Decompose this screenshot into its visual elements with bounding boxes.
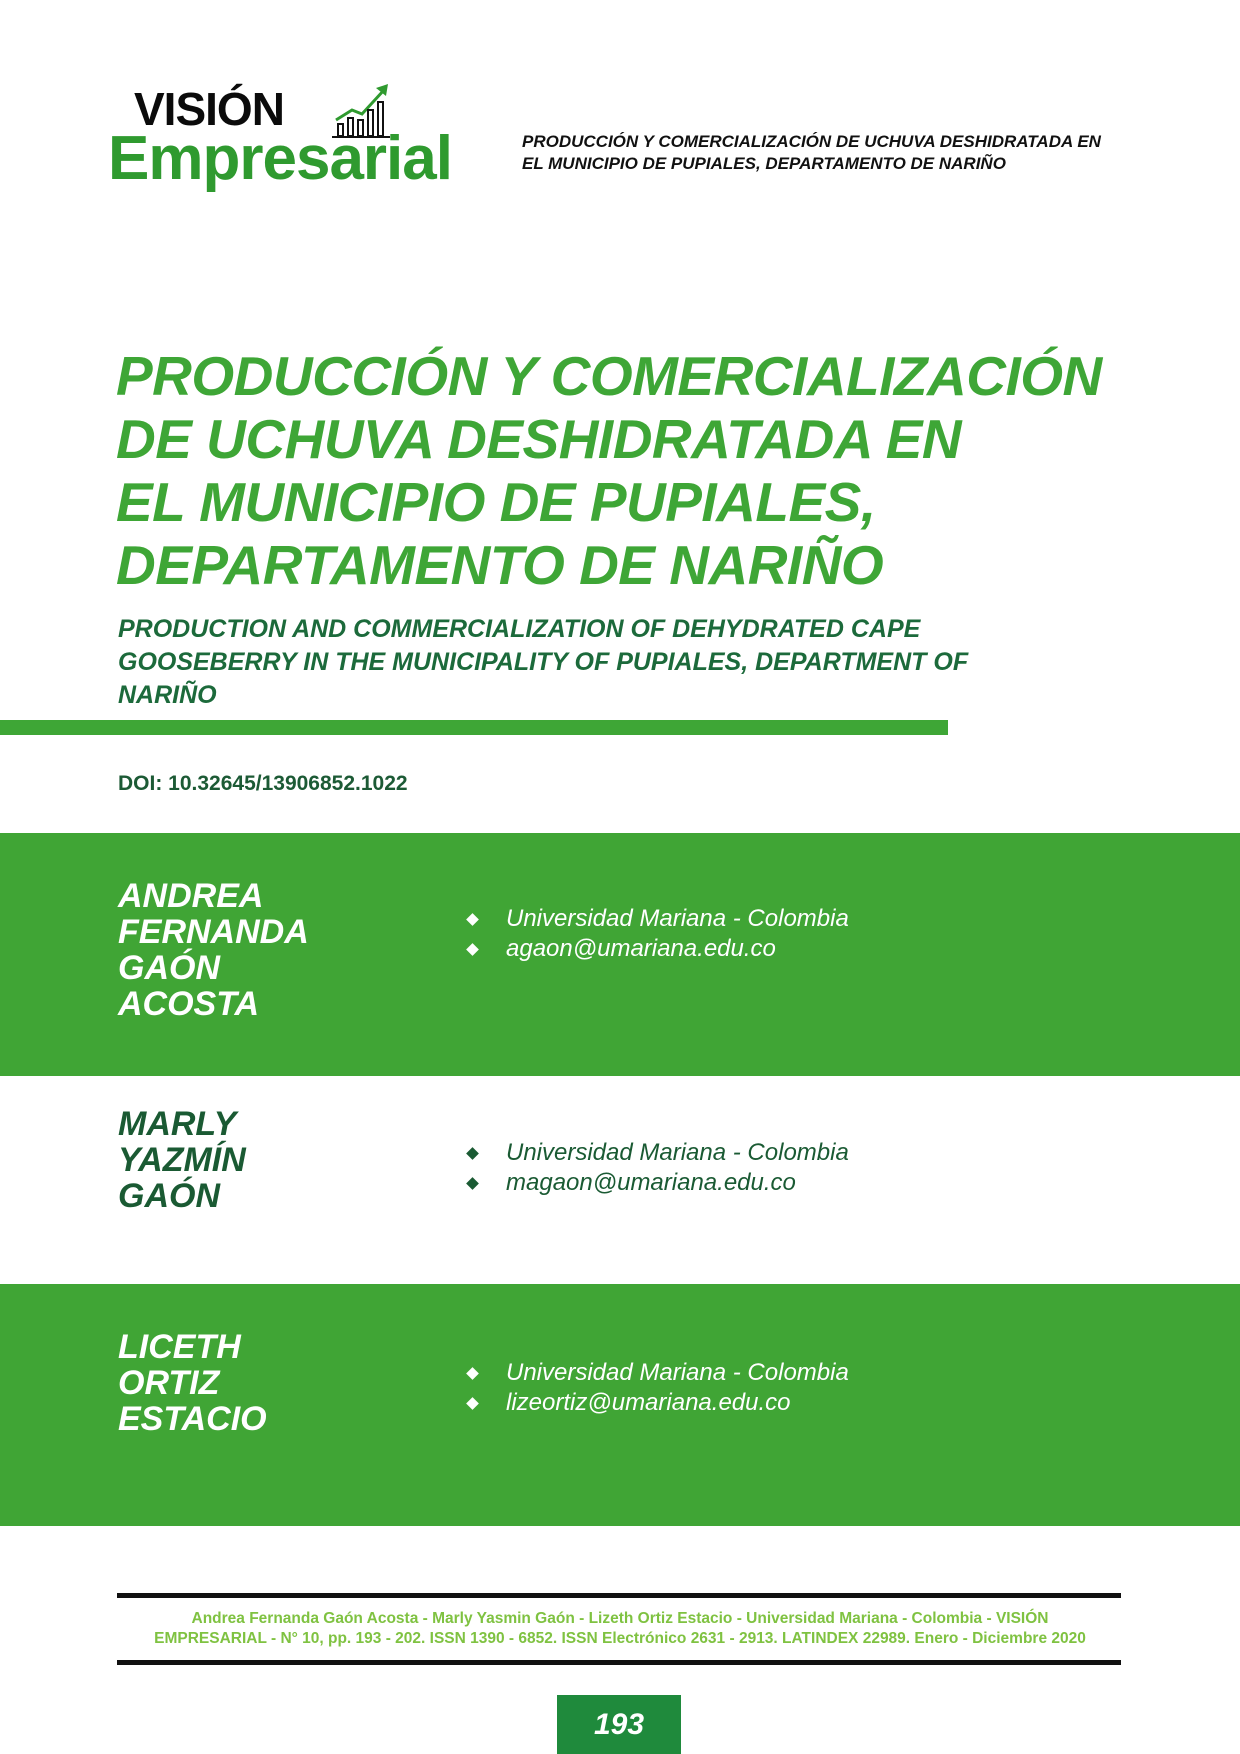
- journal-logo: [108, 80, 468, 200]
- citation-line: Andrea Fernanda Gaón Acosta - Marly Yasmin Gaón - Lizeth Ortiz Estacio - Universidad Mariana - Colombia - VISIÓN: [191, 1610, 1049, 1627]
- affiliation-text: Universidad Mariana - Colombia: [506, 1359, 849, 1386]
- author-name-line: ACOSTA: [118, 985, 260, 1023]
- email-item: [466, 934, 849, 964]
- running-header-line: PRODUCCIÓN Y COMERCIALIZACIÓN DE UCHUVA DESHIDRATADA EN: [522, 132, 1101, 151]
- running-header: [522, 131, 1122, 175]
- diamond-bullet-icon: [466, 913, 479, 926]
- author-name-line: LICETH: [118, 1328, 241, 1366]
- affiliation-text: Universidad Mariana - Colombia: [506, 905, 849, 932]
- title-divider: [0, 720, 948, 735]
- email-link[interactable]: agaon@umariana.edu.co: [506, 935, 776, 962]
- author-band: [0, 1076, 1240, 1284]
- title-line: EL MUNICIPIO DE PUPIALES,: [116, 471, 876, 533]
- author-name: [118, 1106, 246, 1214]
- diamond-bullet-icon: [466, 1397, 479, 1410]
- article-title-spanish: [116, 345, 1226, 597]
- author-name: [118, 1329, 267, 1437]
- doi: DOI: 10.32645/13906852.1022: [118, 772, 408, 795]
- author-band: [0, 1284, 1240, 1526]
- email-item: [466, 1388, 849, 1418]
- title-line: DEPARTAMENTO DE NARIÑO: [116, 534, 884, 596]
- affiliation-text: Universidad Mariana - Colombia: [506, 1139, 849, 1166]
- title-line: PRODUCCIÓN Y COMERCIALIZACIÓN: [116, 345, 1102, 407]
- author-name-line: GAÓN: [118, 1177, 220, 1215]
- affiliation-item: [466, 1138, 849, 1168]
- title-line: PRODUCTION AND COMMERCIALIZATION OF DEHYDRATED CAPE: [118, 615, 921, 643]
- diamond-bullet-icon: [466, 1177, 479, 1190]
- title-line: NARIÑO: [118, 681, 217, 709]
- diamond-bullet-icon: [466, 943, 479, 956]
- footer-rule-top: [117, 1593, 1121, 1598]
- author-affiliation: [466, 1138, 849, 1198]
- diamond-bullet-icon: [466, 1367, 479, 1380]
- author-name-line: ORTIZ: [118, 1364, 220, 1402]
- title-line: DE UCHUVA DESHIDRATADA EN: [116, 408, 962, 470]
- title-line: GOOSEBERRY IN THE MUNICIPALITY OF PUPIALES, DEPARTMENT OF: [118, 648, 969, 676]
- affiliation-item: [466, 904, 849, 934]
- author-name-line: ESTACIO: [118, 1400, 267, 1438]
- logo-line-1: VISIÓN: [134, 83, 284, 135]
- page-number: 193: [557, 1695, 681, 1754]
- email-link[interactable]: magaon@umariana.edu.co: [506, 1169, 796, 1196]
- article-title-english: [118, 613, 1118, 712]
- bar-chart-arrow-icon: [330, 80, 400, 140]
- email-link[interactable]: lizeortiz@umariana.edu.co: [506, 1389, 791, 1416]
- footer-rule-bottom: [117, 1660, 1121, 1665]
- diamond-bullet-icon: [466, 1147, 479, 1160]
- logo-line-2: Empresarial: [108, 124, 452, 193]
- author-name-line: MARLY: [118, 1105, 237, 1143]
- author-name-line: YAZMÍN: [118, 1141, 246, 1179]
- email-item: [466, 1168, 849, 1198]
- author-affiliation: [466, 1358, 849, 1418]
- author-name-line: FERNANDA: [118, 913, 309, 951]
- author-band: [0, 833, 1240, 1076]
- author-name-line: GAÓN: [118, 949, 220, 987]
- citation-line: EMPRESARIAL - N° 10, pp. 193 - 202. ISSN 1390 - 6852. ISSN Electrónico 2631 - 2913. LATINDEX 22989. Enero - Diciembre 2020: [154, 1630, 1086, 1647]
- author-affiliation: [466, 904, 849, 964]
- affiliation-item: [466, 1358, 849, 1388]
- author-name-line: ANDREA: [118, 877, 264, 915]
- author-name: [118, 878, 309, 1022]
- citation: [80, 1609, 1160, 1649]
- running-header-line: EL MUNICIPIO DE PUPIALES, DEPARTAMENTO DE NARIÑO: [522, 154, 1006, 173]
